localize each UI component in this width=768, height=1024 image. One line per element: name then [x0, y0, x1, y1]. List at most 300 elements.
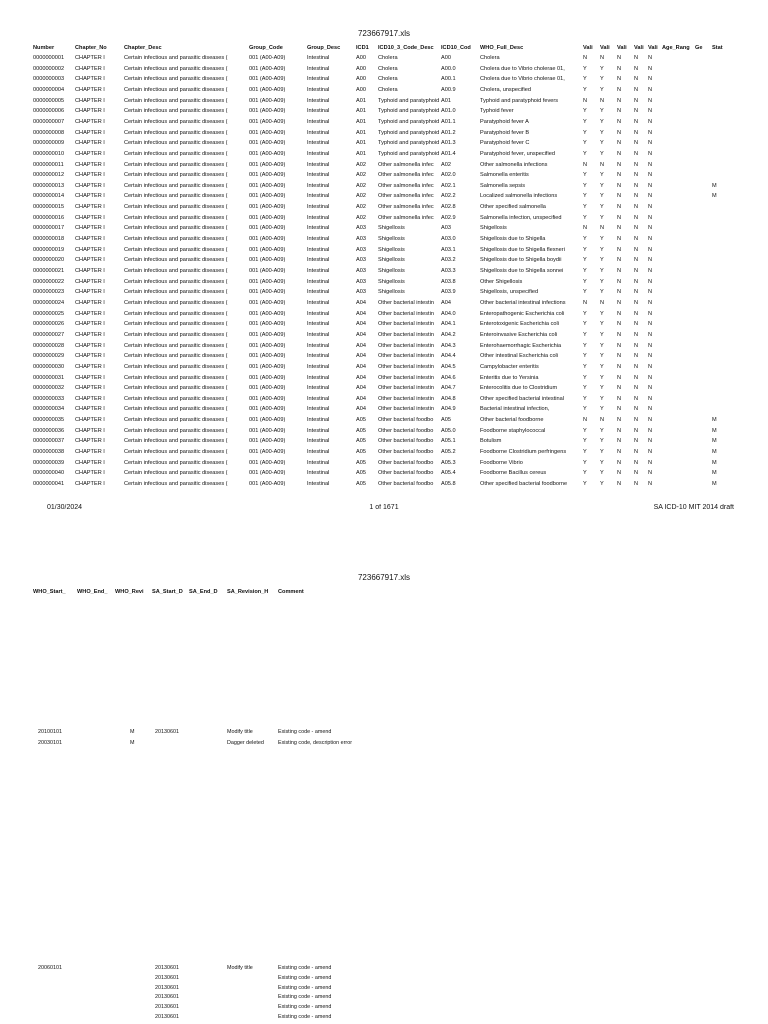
table-cell: N: [617, 353, 622, 360]
table-cell: Cholera due to Vibrio cholerae 01,: [480, 76, 565, 83]
table-cell: Y: [600, 310, 604, 317]
table-cell: 001 (A00-A09): [249, 331, 286, 338]
table-cell: Existing code - amend: [278, 1004, 332, 1011]
table-cell: Shigellosis: [378, 225, 405, 232]
table-cell: Typhoid and paratyphoid: [378, 108, 440, 115]
table-cell: Y: [600, 118, 604, 125]
table-cell: 20130601: [155, 965, 179, 971]
table-cell: N: [648, 225, 653, 232]
footer-date: 01/30/2024: [47, 504, 83, 511]
table-cell: N: [617, 310, 622, 317]
table-cell: A02.0: [441, 172, 456, 179]
table-cell: Intestinal: [307, 299, 330, 306]
table-cell: A04.4: [441, 353, 456, 360]
table-cell: CHAPTER I: [75, 246, 105, 253]
table-cell: A05: [356, 481, 366, 487]
table-cell: Other salmonella infec: [378, 182, 434, 189]
table-cell: Y: [583, 236, 587, 243]
table-cell: Intestinal: [307, 427, 330, 434]
table-cell: N: [634, 406, 639, 413]
table-cell: A00: [356, 76, 366, 83]
table-cell: CHAPTER I: [75, 299, 105, 306]
table-cell: Y: [600, 193, 604, 200]
table-cell: Certain infectious and parasitic diseases (: [124, 129, 228, 136]
table-cell: 001 (A00-A09): [249, 427, 286, 434]
table-cell: Y: [600, 459, 604, 466]
table-cell: Y: [583, 182, 587, 189]
table-cell: CHAPTER I: [75, 342, 105, 349]
table-cell: Y: [600, 150, 604, 157]
table-cell: N: [634, 268, 639, 274]
table-cell: N: [648, 86, 653, 93]
table-cell: 0000000022: [33, 278, 65, 285]
table-cell: 20130601: [155, 1014, 179, 1020]
table-cell: A03.0: [441, 236, 456, 243]
table-cell: 0000000007: [33, 118, 65, 125]
table-cell: Y: [600, 331, 604, 338]
table-cell: N: [648, 449, 653, 456]
table-cell: Certain infectious and parasitic diseases (: [124, 65, 228, 72]
table-cell: A03: [356, 257, 366, 264]
table-cell: Other bacterial foodborne: [480, 417, 544, 424]
table-cell: Other bacterial foodbo: [378, 459, 434, 466]
table-cell: N: [648, 140, 653, 147]
table-cell: Y: [600, 129, 604, 136]
table-cell: 001 (A00-A09): [249, 86, 286, 93]
table-cell: Shigellosis, unspecified: [480, 289, 539, 296]
table-cell: 0000000029: [33, 353, 65, 360]
table-cell: 20060101: [38, 965, 62, 971]
table-cell: 001 (A00-A09): [249, 236, 286, 243]
table-cell: N: [634, 225, 639, 232]
table-cell: Intestinal: [307, 417, 330, 424]
table-cell: 20130601: [155, 729, 179, 735]
table-cell: CHAPTER I: [75, 310, 105, 317]
table-cell: Other bacterial intestin: [378, 353, 434, 360]
table-cell: N: [600, 55, 605, 61]
table-cell: 001 (A00-A09): [249, 193, 286, 200]
table-cell: A00: [356, 86, 366, 93]
table-cell: A04: [356, 310, 366, 317]
table-cell: 001 (A00-A09): [249, 449, 286, 456]
table-cell: CHAPTER I: [75, 193, 105, 200]
column-header: SA_Start_D: [152, 589, 183, 595]
table-cell: Certain infectious and parasitic diseases (: [124, 97, 228, 104]
table-cell: N: [634, 193, 639, 200]
table-cell: 001 (A00-A09): [249, 182, 286, 189]
table-cell: Enteritis due to Yersinia: [480, 374, 539, 381]
table-cell: Y: [600, 374, 604, 381]
table-cell: N: [617, 374, 622, 381]
table-cell: Intestinal: [307, 438, 330, 445]
table-cell: Y: [583, 406, 587, 413]
table-cell: CHAPTER I: [75, 363, 105, 370]
table-cell: Y: [583, 395, 587, 402]
table-cell: Shigellosis: [378, 236, 405, 243]
table-cell: N: [617, 438, 622, 445]
table-cell: N: [648, 289, 653, 296]
table-cell: Other salmonella infec: [378, 214, 434, 221]
table-cell: CHAPTER I: [75, 417, 105, 424]
table-cell: Existing code - amend: [278, 729, 332, 735]
table-cell: Existing code - amend: [278, 984, 332, 991]
table-cell: Intestinal: [307, 246, 330, 253]
table-cell: Enteroinvasive Escherichia coli: [480, 331, 558, 338]
table-cell: N: [648, 257, 653, 264]
table-cell: 0000000027: [33, 331, 65, 338]
table-cell: N: [617, 86, 622, 93]
table-cell: Other specified bacterial intestinal: [480, 395, 564, 402]
table-cell: N: [634, 342, 639, 349]
table-cell: Y: [583, 289, 587, 296]
table-cell: A04: [441, 299, 451, 306]
table-cell: A01.3: [441, 140, 456, 147]
table-cell: N: [617, 417, 622, 424]
table-cell: 001 (A00-A09): [249, 76, 286, 83]
table-cell: A04.5: [441, 363, 456, 370]
column-header: Vali: [583, 45, 593, 51]
table-cell: N: [648, 150, 653, 157]
table-cell: 001 (A00-A09): [249, 140, 286, 147]
table-cell: N: [617, 118, 622, 125]
table-cell: A04: [356, 321, 366, 328]
table-cell: N: [617, 385, 622, 392]
table-cell: Intestinal: [307, 204, 330, 211]
footer-document-name: SA ICD-10 MIT 2014 draft: [653, 504, 734, 511]
table-cell: N: [634, 278, 639, 285]
table-cell: Y: [583, 204, 587, 211]
table-cell: N: [634, 299, 639, 306]
table-cell: N: [617, 299, 622, 306]
table-cell: Typhoid and paratyphoid: [378, 97, 440, 104]
table-cell: Y: [583, 246, 587, 253]
table-cell: 001 (A00-A09): [249, 129, 286, 136]
table-cell: N: [648, 76, 653, 83]
table-cell: 20130601: [155, 974, 179, 981]
table-cell: 0000000015: [33, 204, 65, 211]
table-cell: Intestinal: [307, 353, 330, 360]
table-cell: Paratyphoid fever, unspecified: [480, 150, 555, 157]
table-cell: N: [648, 278, 653, 285]
table-cell: CHAPTER I: [75, 86, 105, 93]
table-cell: Shigellosis: [378, 278, 405, 285]
table-cell: N: [617, 204, 622, 211]
table-cell: N: [617, 289, 622, 296]
table-cell: CHAPTER I: [75, 289, 105, 296]
table-cell: A03.3: [441, 268, 456, 274]
table-cell: N: [600, 225, 605, 232]
table-cell: A05.0: [441, 427, 456, 434]
table-cell: Intestinal: [307, 140, 330, 147]
table-cell: Intestinal: [307, 129, 330, 136]
column-header: Vali: [617, 45, 627, 51]
table-cell: Y: [583, 427, 587, 434]
column-header: Comment: [278, 589, 304, 595]
table-cell: N: [600, 299, 605, 306]
table-cell: CHAPTER I: [75, 204, 105, 211]
table-cell: 0000000030: [33, 363, 65, 370]
table-cell: Other bacterial intestin: [378, 374, 434, 381]
table-cell: Intestinal: [307, 385, 330, 392]
table-cell: Certain infectious and parasitic diseases (: [124, 310, 228, 317]
table-cell: N: [648, 310, 653, 317]
table-cell: N: [648, 129, 653, 136]
table-cell: 0000000008: [33, 129, 65, 136]
table-cell: CHAPTER I: [75, 55, 105, 61]
table-cell: N: [648, 395, 653, 402]
table-cell: Certain infectious and parasitic diseases (: [124, 86, 228, 93]
table-cell: 001 (A00-A09): [249, 172, 286, 179]
table-cell: Y: [600, 353, 604, 360]
table-cell: 001 (A00-A09): [249, 108, 286, 115]
table-cell: N: [634, 236, 639, 243]
column-header: WHO_Start_: [33, 589, 66, 595]
table-cell: Shigellosis: [480, 225, 507, 232]
table-cell: Y: [600, 140, 604, 147]
table-cell: Other bacterial foodbo: [378, 417, 434, 424]
table-cell: Intestinal: [307, 395, 330, 402]
table-cell: N: [648, 331, 653, 338]
table-cell: 001 (A00-A09): [249, 214, 286, 221]
table-cell: M: [130, 739, 135, 746]
column-header: Chapter_Desc: [124, 45, 162, 51]
table-cell: Existing code - amend: [278, 1014, 332, 1020]
table-cell: A05.2: [441, 449, 456, 456]
table-cell: A04: [356, 363, 366, 370]
table-cell: Intestinal: [307, 331, 330, 338]
table-cell: 0000000011: [33, 161, 64, 168]
table-cell: Certain infectious and parasitic diseases (: [124, 214, 228, 221]
column-header: ICD1: [356, 45, 369, 51]
table-cell: Other salmonella infec: [378, 161, 434, 168]
table-cell: A05: [356, 438, 366, 445]
column-header: ICD10_Cod: [441, 45, 471, 51]
table-cell: Other intestinal Escherichia coli: [480, 353, 559, 360]
table-cell: Y: [583, 385, 587, 392]
table-cell: N: [617, 225, 622, 232]
table-cell: N: [634, 459, 639, 466]
table-cell: Modify title: [227, 965, 253, 971]
table-cell: A03: [356, 268, 366, 274]
table-cell: Typhoid fever: [480, 108, 514, 115]
table-cell: 001 (A00-A09): [249, 374, 286, 381]
table-cell: A04.2: [441, 331, 456, 338]
table-cell: 001 (A00-A09): [249, 299, 286, 306]
table-cell: A04: [356, 353, 366, 360]
table-cell: 0000000009: [33, 140, 65, 147]
table-cell: Certain infectious and parasitic diseases (: [124, 427, 228, 434]
table-cell: 20130601: [155, 984, 179, 991]
table-cell: 20100101: [38, 729, 62, 735]
table-cell: A01: [356, 108, 366, 115]
table-cell: Dagger deleted: [227, 739, 264, 746]
table-cell: N: [634, 150, 639, 157]
table-cell: N: [634, 417, 639, 424]
table-cell: Y: [600, 438, 604, 445]
table-cell: Certain infectious and parasitic diseases (: [124, 236, 228, 243]
table-cell: Y: [583, 86, 587, 93]
table-cell: N: [617, 257, 622, 264]
table-cell: M: [712, 427, 717, 434]
table-cell: Certain infectious and parasitic diseases (: [124, 257, 228, 264]
table-cell: N: [617, 182, 622, 189]
table-cell: N: [648, 406, 653, 413]
table-cell: N: [600, 417, 605, 424]
table-cell: Y: [583, 459, 587, 466]
table-cell: Y: [600, 385, 604, 392]
table-cell: 0000000001: [33, 55, 65, 61]
table-cell: Certain infectious and parasitic diseases (: [124, 204, 228, 211]
table-cell: N: [583, 225, 588, 232]
table-cell: Cholera: [378, 86, 398, 93]
table-cell: 001 (A00-A09): [249, 225, 286, 232]
table-cell: Y: [583, 363, 587, 370]
table-cell: N: [634, 108, 639, 115]
table-cell: Intestinal: [307, 406, 330, 413]
table-cell: 0000000002: [33, 65, 65, 72]
table-cell: N: [617, 108, 622, 115]
table-cell: N: [634, 385, 639, 392]
table-cell: A02: [356, 204, 366, 211]
table-cell: N: [634, 257, 639, 264]
table-cell: Certain infectious and parasitic diseases (: [124, 76, 228, 83]
footer-page-number: 1 of 1671: [369, 504, 399, 511]
table-cell: Other bacterial foodbo: [378, 470, 434, 477]
table-cell: N: [648, 214, 653, 221]
table-cell: CHAPTER I: [75, 150, 105, 157]
table-cell: Certain infectious and parasitic diseases (: [124, 449, 228, 456]
table-cell: Certain infectious and parasitic diseases (: [124, 353, 228, 360]
table-cell: CHAPTER I: [75, 257, 105, 264]
table-cell: Salmonella infection, unspecified: [480, 214, 562, 221]
table-cell: N: [634, 140, 639, 147]
table-cell: CHAPTER I: [75, 268, 105, 274]
table-cell: Y: [583, 129, 587, 136]
table-cell: Certain infectious and parasitic diseases (: [124, 225, 228, 232]
table-cell: A01: [356, 150, 366, 157]
table-cell: A05: [441, 417, 451, 424]
table-cell: Y: [583, 481, 587, 487]
table-cell: A04: [356, 406, 366, 413]
table-cell: Other bacterial intestin: [378, 342, 434, 349]
table-cell: Existing code - amend: [278, 974, 332, 981]
table-cell: Y: [600, 406, 604, 413]
table-cell: 001 (A00-A09): [249, 470, 286, 477]
table-cell: N: [617, 129, 622, 136]
table-cell: Other salmonella infections: [480, 161, 548, 168]
table-cell: N: [634, 76, 639, 83]
table-cell: M: [712, 459, 717, 466]
column-header: Age_Rang: [662, 45, 690, 51]
table-cell: Intestinal: [307, 86, 330, 93]
table-cell: N: [648, 55, 653, 61]
table-cell: A02: [356, 161, 366, 168]
table-cell: Intestinal: [307, 449, 330, 456]
table-cell: Intestinal: [307, 118, 330, 125]
table-cell: CHAPTER I: [75, 236, 105, 243]
table-cell: Cholera, unspecified: [480, 86, 531, 93]
table-cell: Certain infectious and parasitic diseases (: [124, 150, 228, 157]
table-cell: A05: [356, 449, 366, 456]
table-cell: A01.1: [441, 118, 456, 125]
table-cell: 20130601: [155, 1004, 179, 1011]
table-cell: Y: [600, 363, 604, 370]
table-cell: Other bacterial foodbo: [378, 427, 434, 434]
table-cell: CHAPTER I: [75, 449, 105, 456]
table-cell: Y: [583, 193, 587, 200]
table-cell: CHAPTER I: [75, 161, 105, 168]
table-cell: A00: [356, 55, 366, 61]
table-cell: Y: [600, 257, 604, 264]
table-cell: CHAPTER I: [75, 470, 105, 477]
table-cell: A02.1: [441, 182, 456, 189]
table-cell: Paratyphoid fever A: [480, 118, 529, 125]
table-cell: Y: [600, 289, 604, 296]
table-cell: 0000000023: [33, 289, 65, 296]
table-cell: N: [648, 108, 653, 115]
table-cell: Shigellosis: [378, 289, 405, 296]
table-cell: N: [617, 246, 622, 253]
table-cell: Y: [583, 65, 587, 72]
table-cell: CHAPTER I: [75, 108, 105, 115]
table-cell: N: [648, 374, 653, 381]
table-cell: Intestinal: [307, 76, 330, 83]
table-cell: Certain infectious and parasitic diseases (: [124, 363, 228, 370]
table-cell: A05.1: [441, 438, 456, 445]
table-cell: A04: [356, 385, 366, 392]
table-cell: Typhoid and paratyphoid: [378, 140, 440, 147]
table-cell: Shigellosis: [378, 246, 405, 253]
table-cell: Certain infectious and parasitic diseases (: [124, 289, 228, 296]
table-cell: Certain infectious and parasitic diseases (: [124, 395, 228, 402]
table-cell: A01.0: [441, 108, 456, 115]
table-cell: 0000000034: [33, 406, 65, 413]
table-cell: N: [634, 129, 639, 136]
table-cell: 0000000033: [33, 395, 65, 402]
table-cell: 0000000005: [33, 97, 65, 104]
table-cell: N: [617, 449, 622, 456]
table-cell: N: [634, 395, 639, 402]
table-cell: Intestinal: [307, 55, 330, 61]
table-cell: N: [617, 97, 622, 104]
table-cell: 001 (A00-A09): [249, 289, 286, 296]
table-cell: A02.9: [441, 214, 456, 221]
table-cell: Y: [583, 214, 587, 221]
table-cell: N: [648, 118, 653, 125]
table-cell: Y: [583, 140, 587, 147]
table-cell: A05: [356, 470, 366, 477]
table-cell: Existing code, description error: [278, 739, 353, 746]
table-cell: Other bacterial foodbo: [378, 449, 434, 456]
table-cell: A02.8: [441, 204, 456, 211]
table-cell: N: [617, 140, 622, 147]
table-cell: CHAPTER I: [75, 172, 105, 179]
table-cell: N: [617, 278, 622, 285]
table-cell: Certain infectious and parasitic diseases (: [124, 161, 228, 168]
table-cell: 0000000014: [33, 193, 65, 200]
table-cell: Y: [600, 278, 604, 285]
table-cell: CHAPTER I: [75, 331, 105, 338]
table-cell: N: [634, 321, 639, 328]
table-cell: N: [648, 363, 653, 370]
table-cell: Y: [583, 257, 587, 264]
table-cell: A02.2: [441, 193, 456, 200]
table-cell: Y: [583, 268, 587, 274]
table-cell: 001 (A00-A09): [249, 310, 286, 317]
table-cell: N: [617, 236, 622, 243]
table-cell: Y: [583, 374, 587, 381]
table-cell: Intestinal: [307, 289, 330, 296]
